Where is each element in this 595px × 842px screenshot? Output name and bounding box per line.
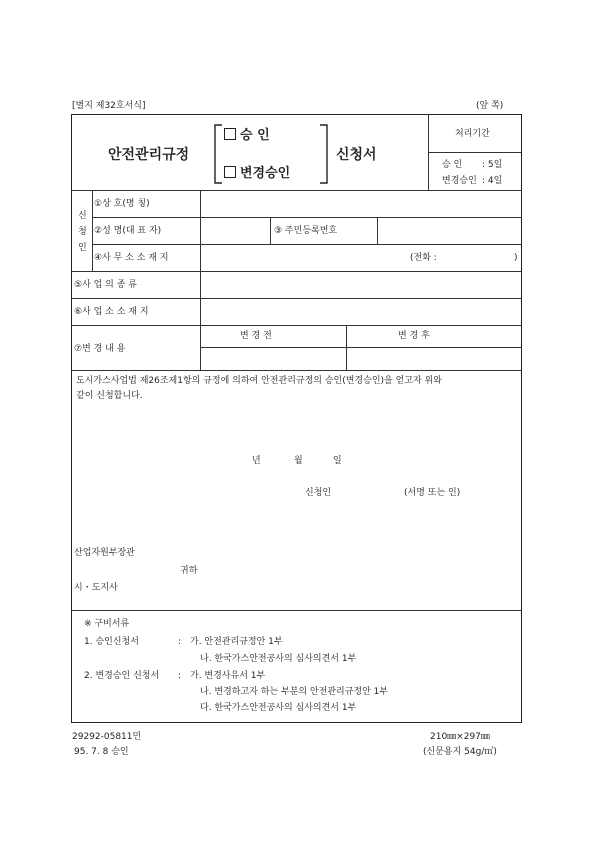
- applicant-label-char: 인: [78, 243, 87, 253]
- date-year-label: 년: [252, 456, 261, 466]
- document-item-2b: 나. 변경하고자 하는 부분의 안전관리규정안 1부: [200, 687, 389, 697]
- left-bracket-icon: [212, 123, 224, 185]
- trade-name-label: ①상 호(명 칭): [94, 199, 150, 209]
- after-change-header: 변 경 후: [398, 331, 430, 341]
- applicant-label-char: 청: [78, 227, 87, 237]
- divider: [92, 244, 521, 245]
- divider: [428, 115, 429, 190]
- document-item-2-colon: :: [178, 671, 182, 681]
- business-address-field[interactable]: [203, 302, 519, 322]
- resident-number-field[interactable]: [380, 222, 518, 242]
- page-side: (앞 쪽): [476, 101, 504, 111]
- option-approval[interactable]: 승 인: [224, 128, 270, 142]
- divider: [72, 370, 521, 371]
- office-address-field[interactable]: [203, 249, 403, 269]
- document-item-1b: 나. 한국가스안전공사의 심사의견서 1부: [200, 654, 357, 664]
- applicant-label-char: 신: [78, 211, 87, 221]
- document-item-2a: 가. 변경사유서 1부: [190, 671, 266, 681]
- date-day-label: 일: [333, 456, 342, 466]
- form-approval-date: 95. 7. 8 승인: [74, 747, 129, 757]
- form-number: [별지 제32호서식]: [72, 101, 146, 111]
- date-month-label: 월: [294, 456, 303, 466]
- resident-number-label: ③ 주민등록번호: [274, 226, 338, 236]
- change-content-label: ⑦변 경 내 용: [74, 344, 126, 354]
- change-period-label: 변경승인: [442, 176, 477, 186]
- before-change-field[interactable]: [203, 349, 343, 368]
- recipient-governor: 시・도지사: [74, 583, 118, 593]
- document-item-2-label: 2. 변경승인 신청서: [84, 671, 160, 681]
- signature-note: (서명 또는 인): [404, 488, 461, 498]
- document-item-2c: 다. 한국가스안전공사의 심사의견서 1부: [200, 703, 357, 713]
- change-period-days: : 4일: [482, 176, 503, 186]
- document-item-1a: 가. 안전관리규정안 1부: [190, 637, 283, 647]
- phone-field[interactable]: [450, 249, 510, 269]
- applicant-sign-field[interactable]: [350, 484, 398, 502]
- form-title-prefix: 안전관리규정: [108, 147, 190, 163]
- business-address-label: ⑥사 업 소 소 재 지: [74, 307, 149, 317]
- divider: [72, 325, 521, 326]
- phone-close: ): [514, 253, 518, 263]
- representative-name-label: ②성 명(대 표 자): [94, 226, 162, 236]
- business-type-field[interactable]: [203, 275, 519, 295]
- approval-checkbox[interactable]: [224, 128, 236, 140]
- divider: [72, 610, 521, 611]
- form-title-suffix: 신청서: [336, 147, 377, 163]
- trade-name-field[interactable]: [203, 195, 519, 215]
- change-approval-checkbox[interactable]: [224, 166, 236, 178]
- divider: [72, 190, 521, 191]
- office-address-label: ④사 무 소 소 재 지: [94, 253, 169, 263]
- divider: [270, 217, 271, 244]
- divider: [428, 152, 521, 153]
- representative-name-field[interactable]: [203, 222, 267, 242]
- approval-period-label: 승 인: [442, 160, 463, 170]
- phone-label: (전화 :: [410, 253, 437, 263]
- right-bracket-icon: [318, 123, 330, 185]
- divider: [72, 271, 521, 272]
- divider: [377, 217, 378, 244]
- after-change-field[interactable]: [349, 349, 518, 368]
- option-change-approval[interactable]: 변경승인: [224, 166, 290, 180]
- required-documents-title: ※ 구비서류: [84, 619, 130, 629]
- paper-type: (신문용지 54g/㎡): [423, 747, 497, 757]
- recipient-minister: 산업자원부장관: [74, 548, 135, 558]
- divider: [200, 190, 201, 370]
- divider: [346, 325, 347, 370]
- document-item-1-label: 1. 승인신청서: [84, 637, 139, 647]
- statement-line-1: 도시가스사업법 제26조제1항의 규정에 의하여 안전관리규정의 승인(변경승인)을 얻고자 위와: [76, 376, 442, 386]
- divider: [92, 217, 521, 218]
- divider: [92, 190, 93, 271]
- applicant-sign-label: 신청인: [305, 488, 332, 498]
- before-change-header: 변 경 전: [240, 331, 272, 341]
- document-item-1-colon: :: [178, 637, 182, 647]
- divider: [200, 347, 521, 348]
- recipient-honorific: 귀하: [180, 566, 198, 576]
- form-code: 29292-05811민: [72, 732, 142, 742]
- business-type-label: ⑤사 업 의 종 류: [74, 280, 137, 290]
- statement-line-2: 같이 신청합니다.: [76, 391, 143, 401]
- paper-size: 210㎜×297㎜: [430, 732, 490, 742]
- divider: [72, 298, 521, 299]
- approval-period-days: : 5일: [482, 160, 503, 170]
- processing-period-label: 처리기간: [455, 129, 490, 139]
